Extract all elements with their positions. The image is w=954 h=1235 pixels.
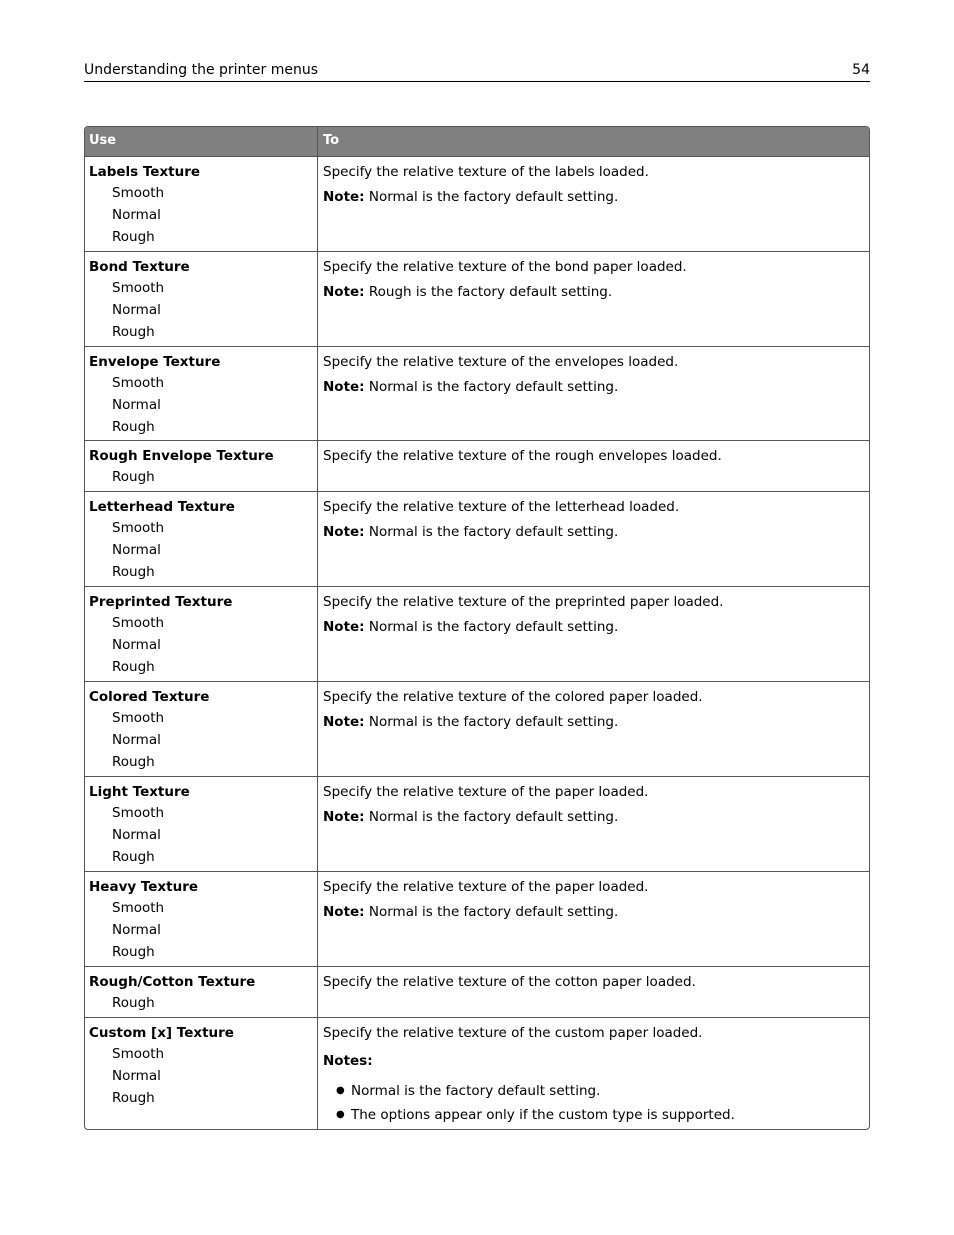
setting-name: Bond Texture (89, 259, 190, 275)
table-row (85, 346, 869, 440)
header-to: To (323, 133, 340, 148)
setting-option: Smooth (112, 805, 165, 821)
table-row (85, 776, 869, 871)
use-cell (85, 967, 318, 1017)
list-item (336, 1103, 869, 1127)
note-label: Note: (323, 619, 365, 635)
use-cell (85, 587, 318, 681)
description: Specify the relative texture of the envelopes loaded. (323, 354, 679, 370)
setting-option: Smooth (112, 185, 165, 201)
note-label: Note: (323, 189, 365, 205)
note-text: Normal is the factory default setting. (364, 904, 619, 920)
note-label: Note: (323, 379, 365, 395)
setting-option: Normal (112, 542, 161, 558)
use-cell (85, 347, 318, 440)
use-cell (85, 1018, 318, 1129)
list-item (336, 1079, 869, 1103)
setting-option: Smooth (112, 710, 165, 726)
to-cell (318, 967, 869, 1017)
notes-list (323, 1079, 869, 1127)
setting-option: Smooth (112, 1046, 165, 1062)
setting-option: Normal (112, 732, 161, 748)
table-header (85, 127, 869, 156)
note-text: Normal is the factory default setting. (364, 619, 619, 635)
description: Specify the relative texture of the custom paper loaded. (323, 1025, 703, 1041)
note-text: Normal is the factory default setting. (364, 379, 619, 395)
setting-option: Smooth (112, 615, 165, 631)
setting-option: Rough (112, 1090, 155, 1106)
setting-option: Rough (112, 659, 155, 675)
use-cell (85, 157, 318, 251)
use-cell (85, 252, 318, 346)
note-label: Note: (323, 714, 365, 730)
page-header (84, 60, 870, 82)
to-cell (318, 441, 869, 491)
note (323, 712, 869, 732)
note-text: Normal is the factory default setting. (364, 714, 619, 730)
note (323, 282, 869, 302)
note (323, 377, 869, 397)
note-text: Normal is the factory default setting. (364, 189, 619, 205)
description: Specify the relative texture of the colored paper loaded. (323, 689, 703, 705)
setting-name: Light Texture (89, 784, 190, 800)
table-row (85, 440, 869, 491)
header-use: Use (85, 127, 318, 156)
description: Specify the relative texture of the letterhead loaded. (323, 499, 680, 515)
to-cell (318, 252, 869, 346)
note (323, 187, 869, 207)
setting-option: Smooth (112, 900, 165, 916)
setting-option: Normal (112, 397, 161, 413)
to-cell (318, 157, 869, 251)
note-label: Note: (323, 284, 365, 300)
setting-option: Rough (112, 324, 155, 340)
table-row (85, 681, 869, 776)
table-row (85, 251, 869, 346)
setting-option: Rough (112, 995, 155, 1011)
to-cell (318, 872, 869, 966)
setting-option: Rough (112, 469, 155, 485)
to-cell (318, 347, 869, 440)
table-row (85, 1017, 869, 1129)
note (323, 807, 869, 827)
table-row (85, 491, 869, 586)
setting-option: Rough (112, 944, 155, 960)
use-cell (85, 777, 318, 871)
to-cell (318, 587, 869, 681)
table-row (85, 156, 869, 251)
setting-option: Normal (112, 637, 161, 653)
note-label: Note: (323, 904, 365, 920)
setting-name: Rough/Cotton Texture (89, 974, 256, 990)
description: Specify the relative texture of the rough envelopes loaded. (323, 448, 722, 464)
setting-name: Rough Envelope Texture (89, 448, 274, 464)
setting-option: Rough (112, 229, 155, 245)
menu-table (84, 126, 870, 1130)
setting-option: Smooth (112, 520, 165, 536)
setting-option: Rough (112, 754, 155, 770)
description: Specify the relative texture of the paper loaded. (323, 784, 649, 800)
to-cell (318, 1018, 869, 1129)
note (323, 522, 869, 542)
table-body (85, 156, 869, 1129)
setting-option: Smooth (112, 280, 165, 296)
setting-option: Normal (112, 207, 161, 223)
description: Specify the relative texture of the bond paper loaded. (323, 259, 687, 275)
note-label: Note: (323, 524, 365, 540)
page-title: Understanding the printer menus (84, 62, 319, 78)
note (323, 617, 869, 637)
use-cell (85, 872, 318, 966)
setting-name: Custom [x] Texture (89, 1025, 234, 1041)
description: Specify the relative texture of the labels loaded. (323, 164, 649, 180)
table-row (85, 871, 869, 966)
note-text: The options appear only if the custom type is supported. (351, 1107, 735, 1123)
description: Specify the relative texture of the cotton paper loaded. (323, 974, 696, 990)
setting-option: Normal (112, 302, 161, 318)
note-text: Rough is the factory default setting. (364, 284, 613, 300)
setting-option: Smooth (112, 375, 165, 391)
page-number: 54 (852, 62, 870, 78)
table-row (85, 586, 869, 681)
use-cell (85, 682, 318, 776)
bullet-icon: ● (336, 1109, 345, 1120)
to-cell (318, 777, 869, 871)
description: Specify the relative texture of the paper loaded. (323, 879, 649, 895)
note (323, 902, 869, 922)
bullet-icon: ● (336, 1085, 345, 1096)
use-cell (85, 441, 318, 491)
setting-option: Rough (112, 564, 155, 580)
note-label: Note: (323, 809, 365, 825)
note-text: Normal is the factory default setting. (351, 1083, 601, 1099)
note-text: Normal is the factory default setting. (364, 524, 619, 540)
notes-label: Notes: (323, 1053, 373, 1069)
setting-name: Letterhead Texture (89, 499, 235, 515)
to-cell (318, 492, 869, 586)
table-row (85, 966, 869, 1017)
description: Specify the relative texture of the preprinted paper loaded. (323, 594, 724, 610)
use-cell (85, 492, 318, 586)
setting-option: Normal (112, 922, 161, 938)
setting-option: Normal (112, 827, 161, 843)
to-cell (318, 682, 869, 776)
setting-name: Labels Texture (89, 164, 201, 180)
setting-name: Heavy Texture (89, 879, 199, 895)
note-text: Normal is the factory default setting. (364, 809, 619, 825)
setting-name: Colored Texture (89, 689, 210, 705)
setting-option: Normal (112, 1068, 161, 1084)
setting-name: Envelope Texture (89, 354, 221, 370)
setting-option: Rough (112, 419, 155, 435)
setting-name: Preprinted Texture (89, 594, 233, 610)
setting-option: Rough (112, 849, 155, 865)
